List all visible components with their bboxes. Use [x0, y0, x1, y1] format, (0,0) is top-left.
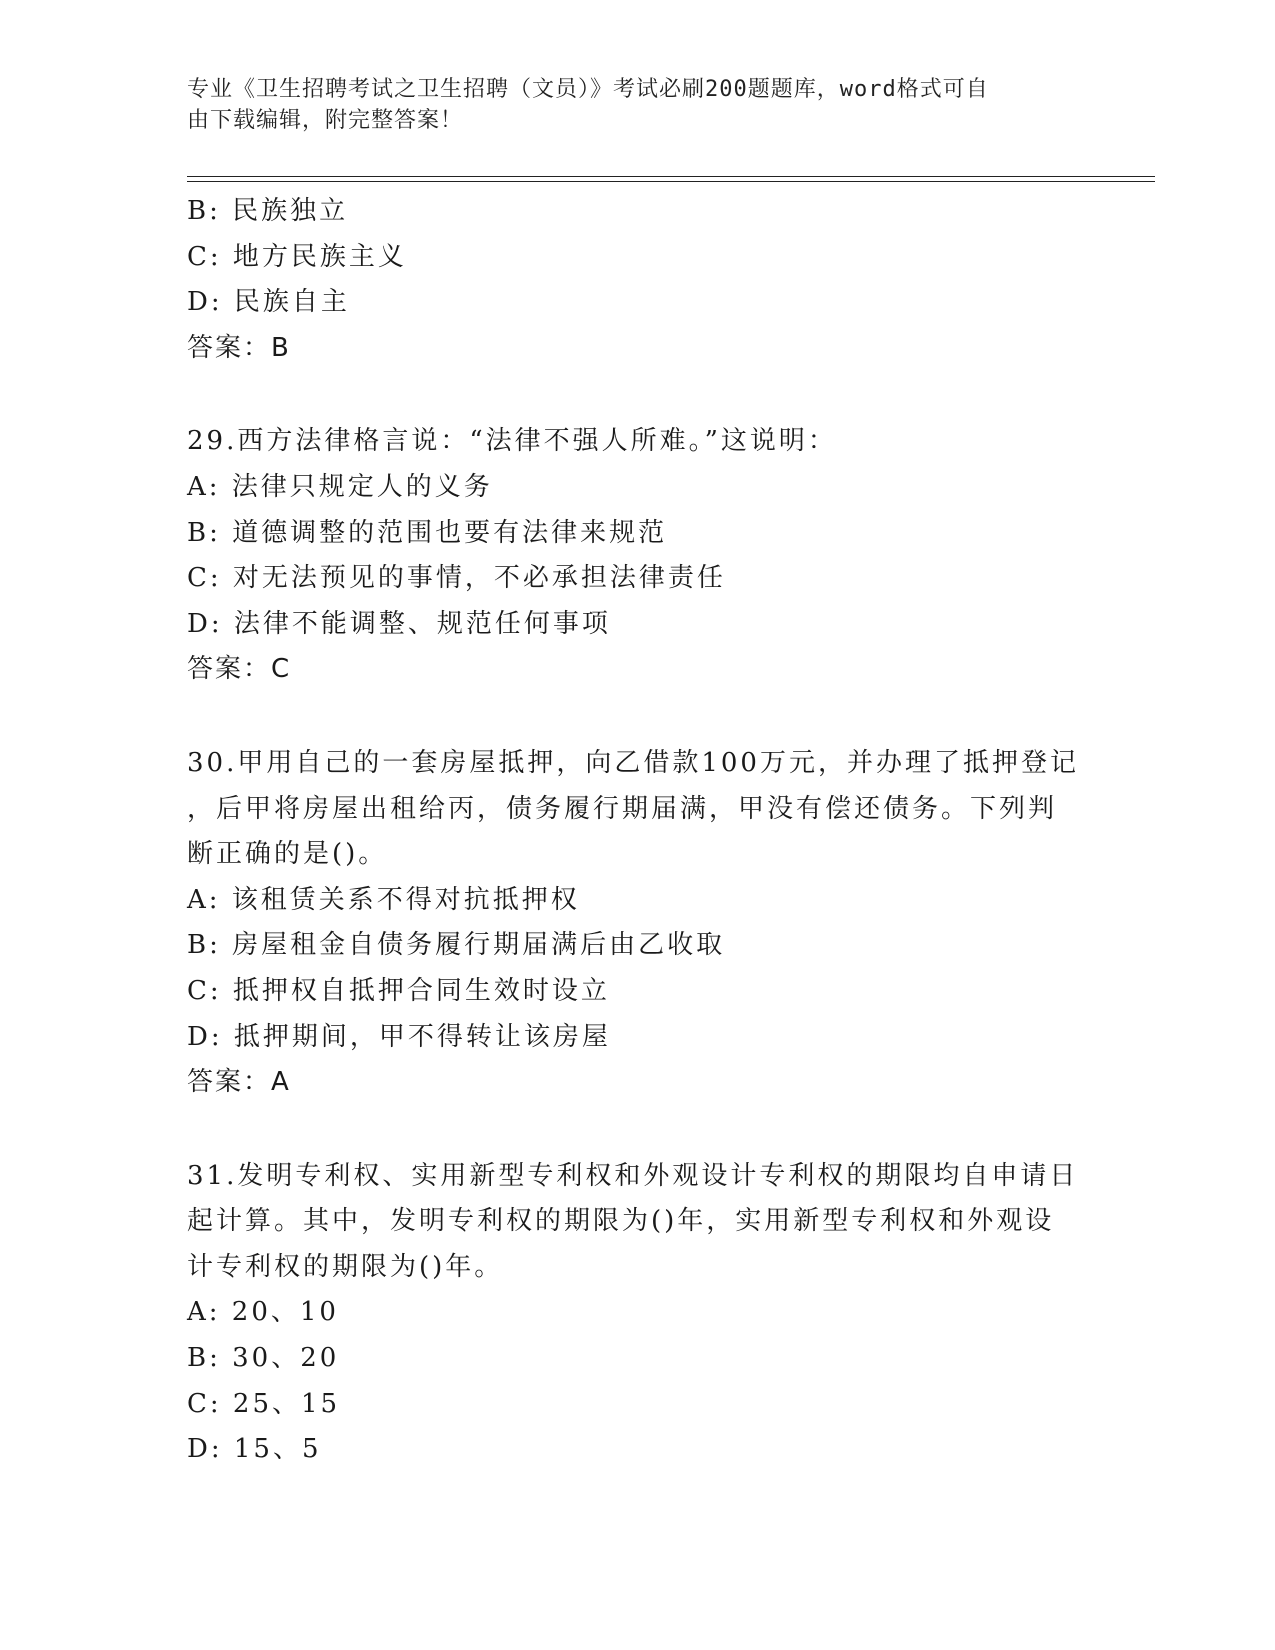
q29-option-b: B: 道德调整的范围也要有法律来规范	[187, 517, 668, 548]
question-30	[187, 741, 1087, 1106]
q29-stem: 29.西方法律格言说：“法律不强人所难。”这说明：	[187, 426, 837, 457]
q31-stem-line-3: 计专利权的期限为()年。	[187, 1251, 504, 1282]
q30-stem-line-2: ，后甲将房屋出租给丙，债务履行期届满，甲没有偿还债务。下列判	[187, 793, 1058, 824]
header-line-2: 由下载编辑，附完整答案！	[187, 108, 464, 133]
question-list	[187, 189, 1087, 1473]
q31-option-c: C: 25、15	[187, 1388, 341, 1419]
q28-option-b: B: 民族独立	[187, 196, 349, 226]
header-divider-bottom	[187, 181, 1155, 182]
spacer	[187, 1106, 1087, 1154]
question-31	[187, 1154, 1087, 1473]
q31-stem-line-2: 起计算。其中，发明专利权的期限为()年，实用新型专利权和外观设	[187, 1206, 1055, 1237]
q30-answer: 答案：A	[187, 1067, 291, 1098]
q28-answer: 答案：B	[187, 332, 291, 363]
q30-stem-line-1: 30.甲用自己的一套房屋抵押，向乙借款100万元，并办理了抵押登记	[187, 747, 1079, 778]
q28-option-d: D: 民族自主	[187, 287, 350, 318]
spacer	[187, 693, 1087, 741]
q31-option-b: B: 30、20	[187, 1343, 340, 1374]
q31-option-a: A: 20、10	[187, 1297, 339, 1328]
q30-option-d: D: 抵押期间，甲不得转让该房屋	[187, 1021, 611, 1052]
q29-option-a: A: 法律只规定人的义务	[187, 471, 493, 502]
q31-stem-line-1: 31.发明专利权、实用新型专利权和外观设计专利权的期限均自申请日	[187, 1160, 1079, 1191]
spacer	[187, 371, 1087, 419]
q31-option-d: D: 15、5	[187, 1434, 322, 1465]
q30-option-b: B: 房屋租金自债务履行期届满后由乙收取	[187, 930, 726, 961]
question-28	[187, 189, 1087, 371]
q29-option-d: D: 法律不能调整、规范任何事项	[187, 608, 611, 639]
header-line-1: 专业《卫生招聘考试之卫生招聘（文员）》考试必刷200题题库，word格式可自	[187, 77, 989, 102]
document-header	[187, 74, 1087, 136]
header-divider-top	[187, 176, 1155, 177]
q28-option-c: C: 地方民族主义	[187, 241, 407, 272]
q30-stem-line-3: 断正确的是()。	[187, 839, 388, 870]
q29-option-c: C: 对无法预见的事情，不必承担法律责任	[187, 563, 726, 594]
question-29	[187, 419, 1087, 693]
q30-option-a: A: 该租赁关系不得对抗抵押权	[187, 884, 580, 915]
q29-answer: 答案：C	[187, 654, 292, 685]
q30-option-c: C: 抵押权自抵押合同生效时设立	[187, 975, 610, 1006]
